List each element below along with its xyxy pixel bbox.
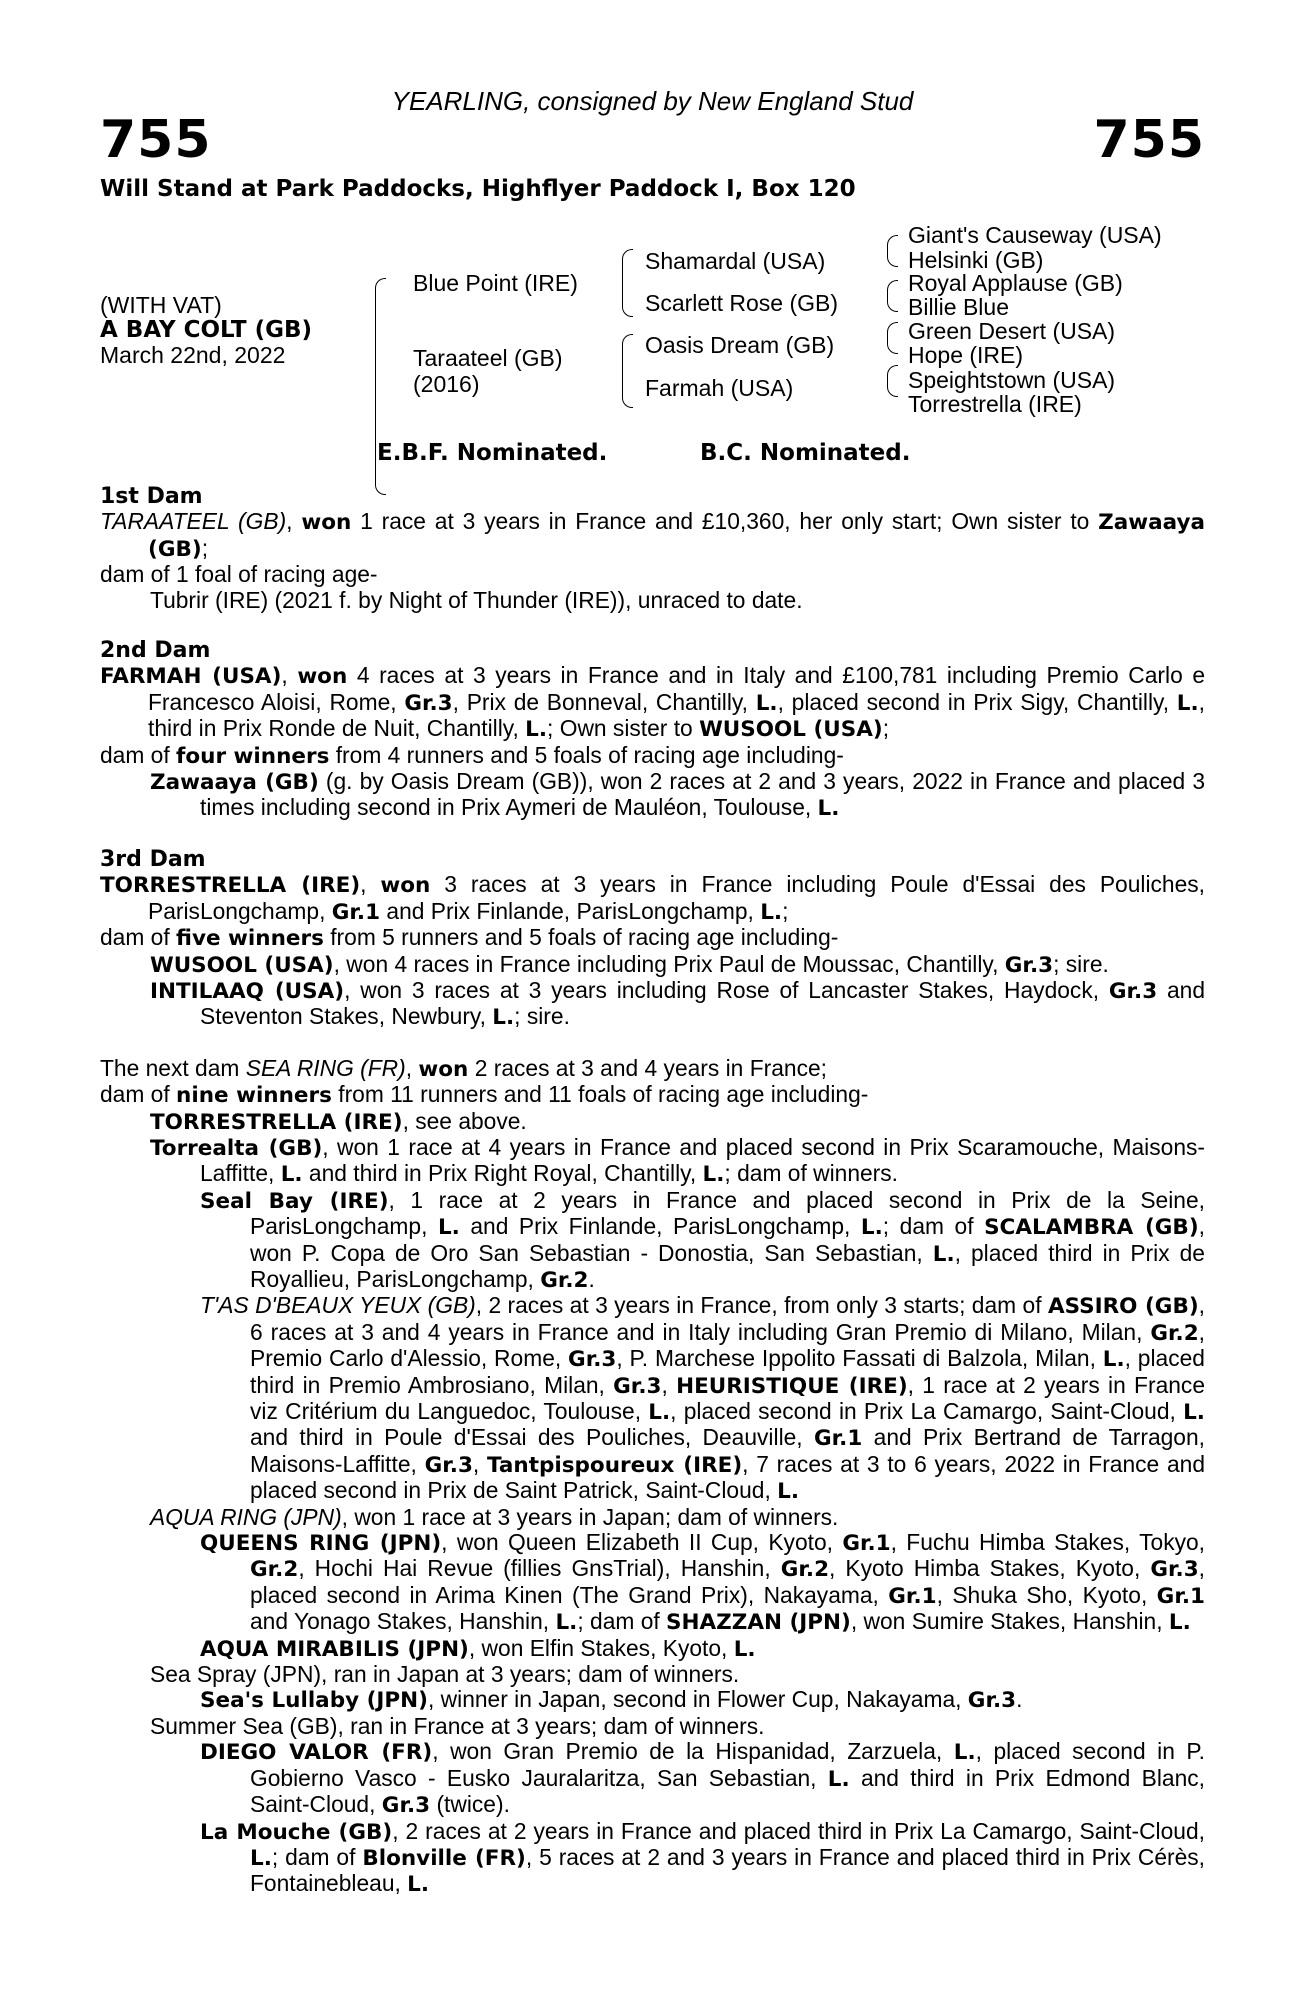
third-dam-produce: dam of five winners from 5 runners and 5 foals of racing age including- — [100, 924, 839, 952]
first-dam-produce: dam of 1 foal of racing age- — [100, 561, 378, 588]
produce-item: TORRESTRELLA (IRE), see above. — [150, 1107, 527, 1135]
produce-item: T'AS D'BEAUX YEUX (GB), 2 races at 3 years in France, from only 3 starts; dam of ASSIRO (GB), 6 races at 3 and 4 years in France and in Italy including Gran Premio di Milano, Milan, Gr.2, Premio Carlo d'Alessio, Rome, Gr.3, P. Marchese Ippolito Fassati di Balzola, Milan, L., placed third in Premio Ambrosiano, Milan, Gr.3, HEURISTIQUE (IRE), 1 race at 2 years in France viz Critérium du Languedoc, Toulouse, L., placed second in Prix La Camargo, Saint-Cloud, L. and third in Poule d'Essai des Pouliches, Deauville, Gr.1 and Prix Bertrand de Tarragon, Maisons-Laffitte, Gr.3, Tantpispoureux (IRE), 7 races at 3 to 6 years, 2022 in France and placed second in Prix de Saint Patrick, Saint-Cloud, L. — [200, 1292, 1206, 1505]
sire-sire: Shamardal (USA) — [645, 248, 826, 274]
second-dam-heading: 2nd Dam — [100, 638, 211, 664]
produce-item: Seal Bay (IRE), 1 race at 2 years in France and placed second in Prix de la Seine, ParisLongchamp, L. and Prix Finlande, ParisLongchamp, L.; dam of SCALAMBRA (GB), won P. Copa de Oro San Sebastian - Donostia, San Sebastian, L., placed third in Prix de Royallieu, ParisLongchamp, Gr.2. — [200, 1186, 1205, 1293]
horse-name: A BAY COLT (GB) — [100, 317, 313, 343]
second-dam-para: FARMAH (USA), won 4 races at 3 years in France and in Italy and £100,781 including Premio Carlo e Francesco Aloisi, Rome, Gr.3, Prix de Bonneval, Chantilly, L., placed second in Prix Sigy, Chantilly, L., third in Prix Ronde de Nuit, Chantilly, L.; Own sister to WUSOOL (USA); — [100, 662, 1206, 743]
produce-item: Zawaaya (GB) (g. by Oasis Dream (GB)), won 2 races at 2 and 3 years, 2022 in France and placed 3 times including second in Prix Aymeri de Mauléon, Toulouse, L. — [150, 768, 1205, 822]
produce-item: AQUA MIRABILIS (JPN), won Elfin Stakes, Kyoto, L. — [200, 1634, 756, 1662]
ssd: Helsinki (GB) — [908, 247, 1044, 273]
dam-sire: Oasis Dream (GB) — [645, 332, 835, 358]
produce-item: QUEENS RING (JPN), won Queen Elizabeth II Cup, Kyoto, Gr.1, Fuchu Himba Stakes, Tokyo, Gr.2, Hochi Hai Revue (fillies GnsTrial), Hanshin, Gr.2, Kyoto Himba Stakes, Kyoto, Gr.3, placed second in Arima Kinen (The Grand Prix), Nakayama, Gr.1, Shuka Sho, Kyoto, Gr.1 and Yonago Stakes, Hanshin, L.; dam of SHAZZAN (JPN), won Sumire Stakes, Hanshin, L. — [200, 1529, 1206, 1636]
lot-number-left: 755 — [100, 110, 212, 170]
bracket — [887, 322, 898, 354]
family-notes — [100, 484, 1205, 1898]
produce-item: Sea's Lullaby (JPN), winner in Japan, second in Flower Cup, Nakayama, Gr.3. — [200, 1686, 1023, 1714]
dss: Green Desert (USA) — [908, 318, 1116, 344]
produce-item: WUSOOL (USA), won 4 races in France including Prix Paul de Moussac, Chantilly, Gr.3; sire. — [150, 950, 1109, 978]
dsd: Hope (IRE) — [908, 342, 1024, 368]
second-dam-produce: dam of four winners from 4 runners and 5 foals of racing age including- — [100, 741, 844, 769]
produce-item: Torrealta (GB), won 1 race at 4 years in France and placed second in Prix Scaramouche, Maisons-Laffitte, L. and third in Prix Right Royal, Chantilly, L.; dam of winners. — [150, 1133, 1205, 1188]
ddd: Torrestrella (IRE) — [908, 391, 1082, 417]
produce-item: Sea Spray (JPN), ran in Japan at 3 years; dam of winners. — [150, 1661, 740, 1688]
pedigree-table — [100, 205, 1205, 525]
third-dam-heading: 3rd Dam — [100, 846, 206, 872]
produce-item: Tubrir (IRE) (2021 f. by Night of Thunder (IRE)), unraced to date. — [150, 586, 803, 613]
next-dam-para: The next dam SEA RING (FR), won 2 races at 3 and 4 years in France; — [100, 1054, 827, 1082]
produce-item: Summer Sea (GB), ran in France at 3 years; dam of winners. — [150, 1712, 765, 1739]
first-dam-heading: 1st Dam — [100, 484, 203, 509]
bracket — [622, 249, 633, 317]
bracket — [622, 334, 633, 408]
bc-nominated: B.C. Nominated. — [700, 440, 911, 466]
produce-item: La Mouche (GB), 2 races at 2 years in France and placed third in Prix La Camargo, Saint-Cloud, L.; dam of Blonville (FR), 5 races at 2 and 3 years in France and placed third in Prix Cérès, Fontainebleau, L. — [200, 1817, 1205, 1898]
foaling-date: March 22nd, 2022 — [100, 342, 286, 368]
dam: Taraateel (GB) — [413, 345, 563, 371]
sire: Blue Point (IRE) — [413, 270, 578, 296]
produce-item: DIEGO VALOR (FR), won Gran Premio de la Hispanidad, Zarzuela, L., placed second in P. Gobierno Vasco - Eusko Jauralaritza, San Sebastian, L. and third in Prix Edmond Blanc, Saint-Cloud, Gr.3 (twice). — [200, 1738, 1205, 1819]
produce-item: INTILAAQ (USA), won 3 races at 3 years including Rose of Lancaster Stakes, Haydock, Gr.3 and Steventon Stakes, Newbury, L.; sire. — [150, 976, 1206, 1031]
lot-number-right: 755 — [1093, 110, 1205, 170]
vat-note: (WITH VAT) — [100, 292, 222, 318]
first-dam-para: TARAATEEL (GB), won 1 race at 3 years in France and £10,360, her only start; Own sister to Zawaaya (GB); — [100, 508, 1205, 562]
sds: Royal Applause (GB) — [908, 270, 1123, 296]
ebf-nominated: E.B.F. Nominated. — [377, 440, 608, 466]
bracket — [887, 235, 898, 267]
sdd: Billie Blue — [908, 294, 1009, 320]
dam-year: (2016) — [413, 371, 480, 397]
consigned-by: YEARLING, consigned by New England Stud — [391, 86, 914, 116]
sss: Giant's Causeway (USA) — [908, 222, 1162, 248]
third-dam-para: TORRESTRELLA (IRE), won 3 races at 3 years in France including Poule d'Essai des Pouliches, ParisLongchamp, Gr.1 and Prix Finlande, ParisLongchamp, L.; — [100, 871, 1206, 925]
dam-dam: Farmah (USA) — [645, 375, 794, 401]
stand-location: Will Stand at Park Paddocks, Highflyer Paddock I, Box 120 — [100, 176, 856, 202]
dds: Speightstown (USA) — [908, 367, 1116, 393]
bracket — [887, 365, 898, 397]
bracket — [887, 280, 898, 312]
produce-item: AQUA RING (JPN), won 1 race at 3 years in Japan; dam of winners. — [150, 1503, 839, 1530]
sire-dam: Scarlett Rose (GB) — [645, 290, 838, 316]
next-dam-produce: dam of nine winners from 11 runners and 11 foals of racing age including- — [100, 1081, 869, 1109]
